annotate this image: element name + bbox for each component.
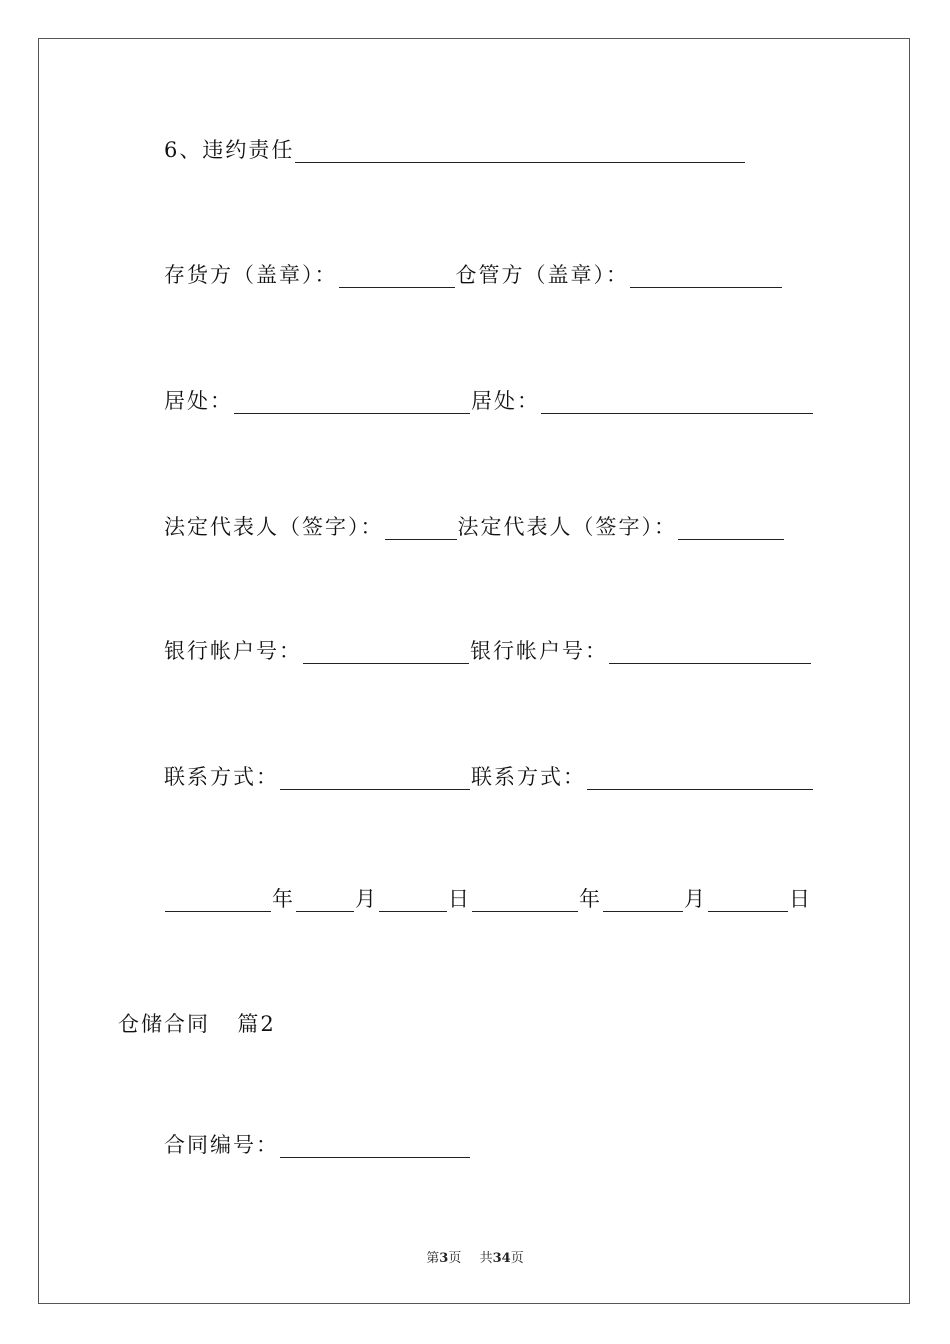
month-label: 月: [355, 887, 378, 911]
clause-6-blank[interactable]: [295, 138, 745, 163]
depositor-rep-label: 法定代表人（签字）：: [164, 515, 384, 539]
contract-number-blank[interactable]: [280, 1133, 470, 1158]
warehouse-rep-label: 法定代表人（签字）：: [457, 515, 677, 539]
clause-6-line: [164, 133, 746, 163]
year-label: 年: [579, 887, 602, 911]
month-label: 月: [684, 887, 707, 911]
warehouse-seal-blank[interactable]: [630, 263, 782, 288]
warehouse-contact-blank[interactable]: [587, 765, 813, 790]
address-row: [164, 384, 814, 414]
warehouse-month-blank[interactable]: [603, 887, 683, 912]
warehouse-rep-blank[interactable]: [678, 515, 784, 540]
depositor-address-label: 居处：: [164, 389, 233, 413]
contract-number-row: [164, 1128, 471, 1158]
page-number: 3: [439, 1251, 449, 1266]
depositor-address-blank[interactable]: [234, 389, 470, 414]
total-pages: 34: [492, 1251, 511, 1266]
contract-number-label: 合同编号：: [164, 1133, 279, 1157]
warehouse-day-blank[interactable]: [708, 887, 788, 912]
warehouse-address-blank[interactable]: [541, 389, 813, 414]
warehouse-address-label: 居处：: [471, 389, 540, 413]
depositor-rep-blank[interactable]: [385, 515, 457, 540]
depositor-bank-label: 银行帐户号：: [164, 639, 302, 663]
page-border: [38, 38, 910, 1304]
year-label: 年: [272, 887, 295, 911]
depositor-contact-blank[interactable]: [280, 765, 470, 790]
section-part: 篇2: [237, 1012, 276, 1036]
date-row: [164, 882, 812, 912]
depositor-year-blank[interactable]: [165, 887, 271, 912]
total-prefix: 共: [479, 1251, 493, 1266]
clause-6-label: 6、违约责任: [164, 138, 295, 162]
day-label: 日: [789, 887, 812, 911]
total-suffix: 页: [510, 1251, 524, 1266]
page-suffix: 页: [448, 1251, 462, 1266]
depositor-seal-label: 存货方（盖章）：: [164, 263, 338, 287]
bank-row: [164, 634, 812, 664]
seal-row: [164, 258, 783, 288]
page-footer: [0, 1247, 950, 1266]
depositor-day-blank[interactable]: [379, 887, 447, 912]
depositor-month-blank[interactable]: [296, 887, 354, 912]
depositor-bank-blank[interactable]: [303, 639, 469, 664]
page-prefix: 第: [426, 1251, 440, 1266]
section-heading: [118, 1008, 276, 1038]
warehouse-bank-label: 银行帐户号：: [470, 639, 608, 663]
warehouse-bank-blank[interactable]: [609, 639, 811, 664]
day-label: 日: [448, 887, 471, 911]
representative-row: [164, 510, 785, 540]
warehouse-contact-label: 联系方式：: [471, 765, 586, 789]
section-title: 仓储合同: [118, 1012, 210, 1036]
warehouse-seal-label: 仓管方（盖章）：: [455, 263, 629, 287]
warehouse-year-blank[interactable]: [472, 887, 578, 912]
depositor-contact-label: 联系方式：: [164, 765, 279, 789]
depositor-seal-blank[interactable]: [339, 263, 455, 288]
contact-row: [164, 760, 814, 790]
